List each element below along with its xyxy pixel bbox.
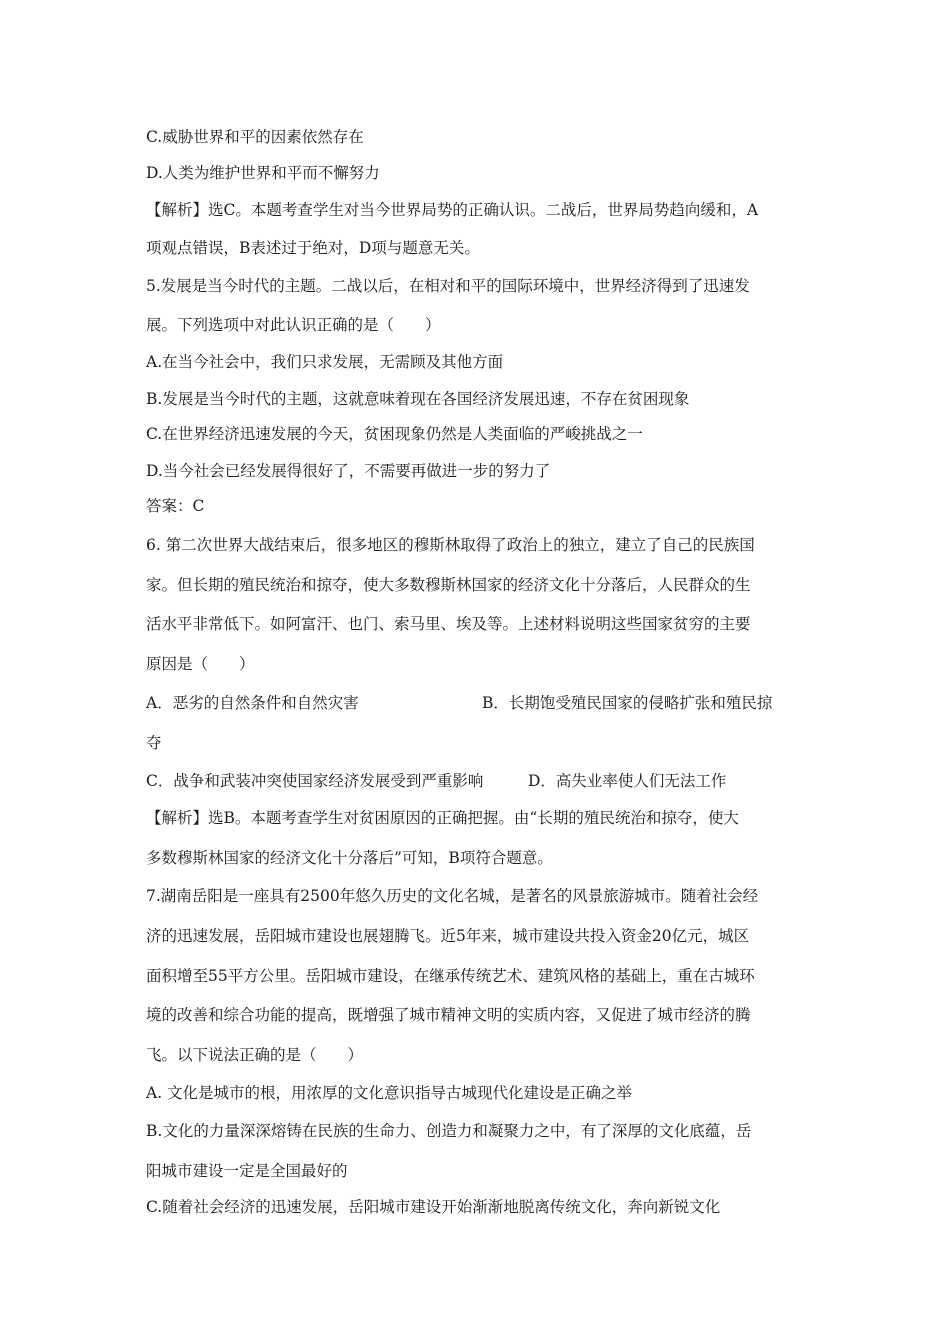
option-a-q5: A.在当今社会中，我们只求发展，无需顾及其他方面 [146, 353, 504, 371]
option-d-q4: D.人类为维护世界和平而不懈努力 [146, 164, 380, 182]
question-5-line2: 展。下列选项中对此认识正确的是（ ） [146, 316, 441, 334]
analysis-q6-line1: 【解析】选B。本题考查学生对贫困原因的正确把握。由“长期的殖民统治和掠夺，使大 [146, 809, 739, 827]
question-6-line3: 活水平非常低下。如阿富汗、也门、索马里、埃及等。上述材料说明这些国家贫穷的主要 [146, 615, 751, 633]
option-d-q6: D．高失业率使人们无法工作 [528, 772, 727, 790]
option-b-q7-line1: B.文化的力量深深熔铸在民族的生命力、创造力和凝聚力之中，有了深厚的文化底蕴，岳 [146, 1122, 752, 1140]
question-7-line1: 7.湖南岳阳是一座具有2500年悠久历史的文化名城，是著名的风景旅游城市。随着社会经 [146, 887, 759, 905]
option-a-q7: A. 文化是城市的根，用浓厚的文化意识指导古城现代化建设是正确之举 [146, 1084, 633, 1102]
question-7-line2: 济的迅速发展，岳阳城市建设也展翅腾飞。近5年来，城市建设共投入资金20亿元，城区 [146, 927, 750, 945]
question-7-line5: 飞。以下说法正确的是（ ） [146, 1046, 364, 1064]
question-6-line2: 家。但长期的殖民统治和掠夺，使大多数穆斯林国家的经济文化十分落后，人民群众的生 [146, 576, 751, 594]
question-6-line4: 原因是（ ） [146, 655, 255, 673]
option-b-q6-line1: B．长期饱受殖民国家的侵略扩张和殖民掠 [482, 694, 773, 712]
question-6-line1: 6. 第二次世界大战结束后，很多地区的穆斯林取得了政治上的独立，建立了自己的民族国 [146, 536, 755, 554]
question-7-line3: 面积增至55平方公里。岳阳城市建设，在继承传统艺术、建筑风格的基础上，重在古城环 [146, 967, 755, 985]
question-5-line1: 5.发展是当今时代的主题。二战以后，在相对和平的国际环境中，世界经济得到了迅速发 [146, 277, 750, 295]
option-d-q5: D.当今社会已经发展得很好了，不需要再做进一步的努力了 [146, 462, 551, 480]
option-c-q6: C．战争和武装冲突使国家经济发展受到严重影响 [146, 772, 484, 790]
question-7-line4: 境的改善和综合功能的提高，既增强了城市精神文明的实质内容，又促进了城市经济的腾 [146, 1006, 751, 1024]
analysis-q6-line2: 多数穆斯林国家的经济文化十分落后”可知，B项符合题意。 [146, 849, 553, 867]
answer-q5: 答案：C [146, 497, 205, 515]
option-c-q5: C.在世界经济迅速发展的今天，贫困现象仍然是人类面临的严峻挑战之一 [146, 425, 643, 443]
option-b-q5: B.发展是当今时代的主题，这就意味着现在各国经济发展迅速，不存在贫困现象 [146, 390, 690, 408]
analysis-q4-line1: 【解析】选C。本题考查学生对当今世界局势的正确认识。二战后，世界局势趋向缓和，A [146, 201, 759, 219]
analysis-q4-line2: 项观点错误，B表述过于绝对，D项与题意无关。 [146, 239, 480, 257]
option-b-q6-line2: 夺 [146, 734, 162, 752]
option-c-q4: C.威胁世界和平的因素依然存在 [146, 128, 364, 146]
option-c-q7: C.随着社会经济的迅速发展，岳阳城市建设开始渐渐地脱离传统文化，奔向新锐文化 [146, 1198, 721, 1216]
option-b-q7-line2: 阳城市建设一定是全国最好的 [146, 1162, 348, 1180]
option-a-q6: A．恶劣的自然条件和自然灾害 [146, 694, 359, 712]
